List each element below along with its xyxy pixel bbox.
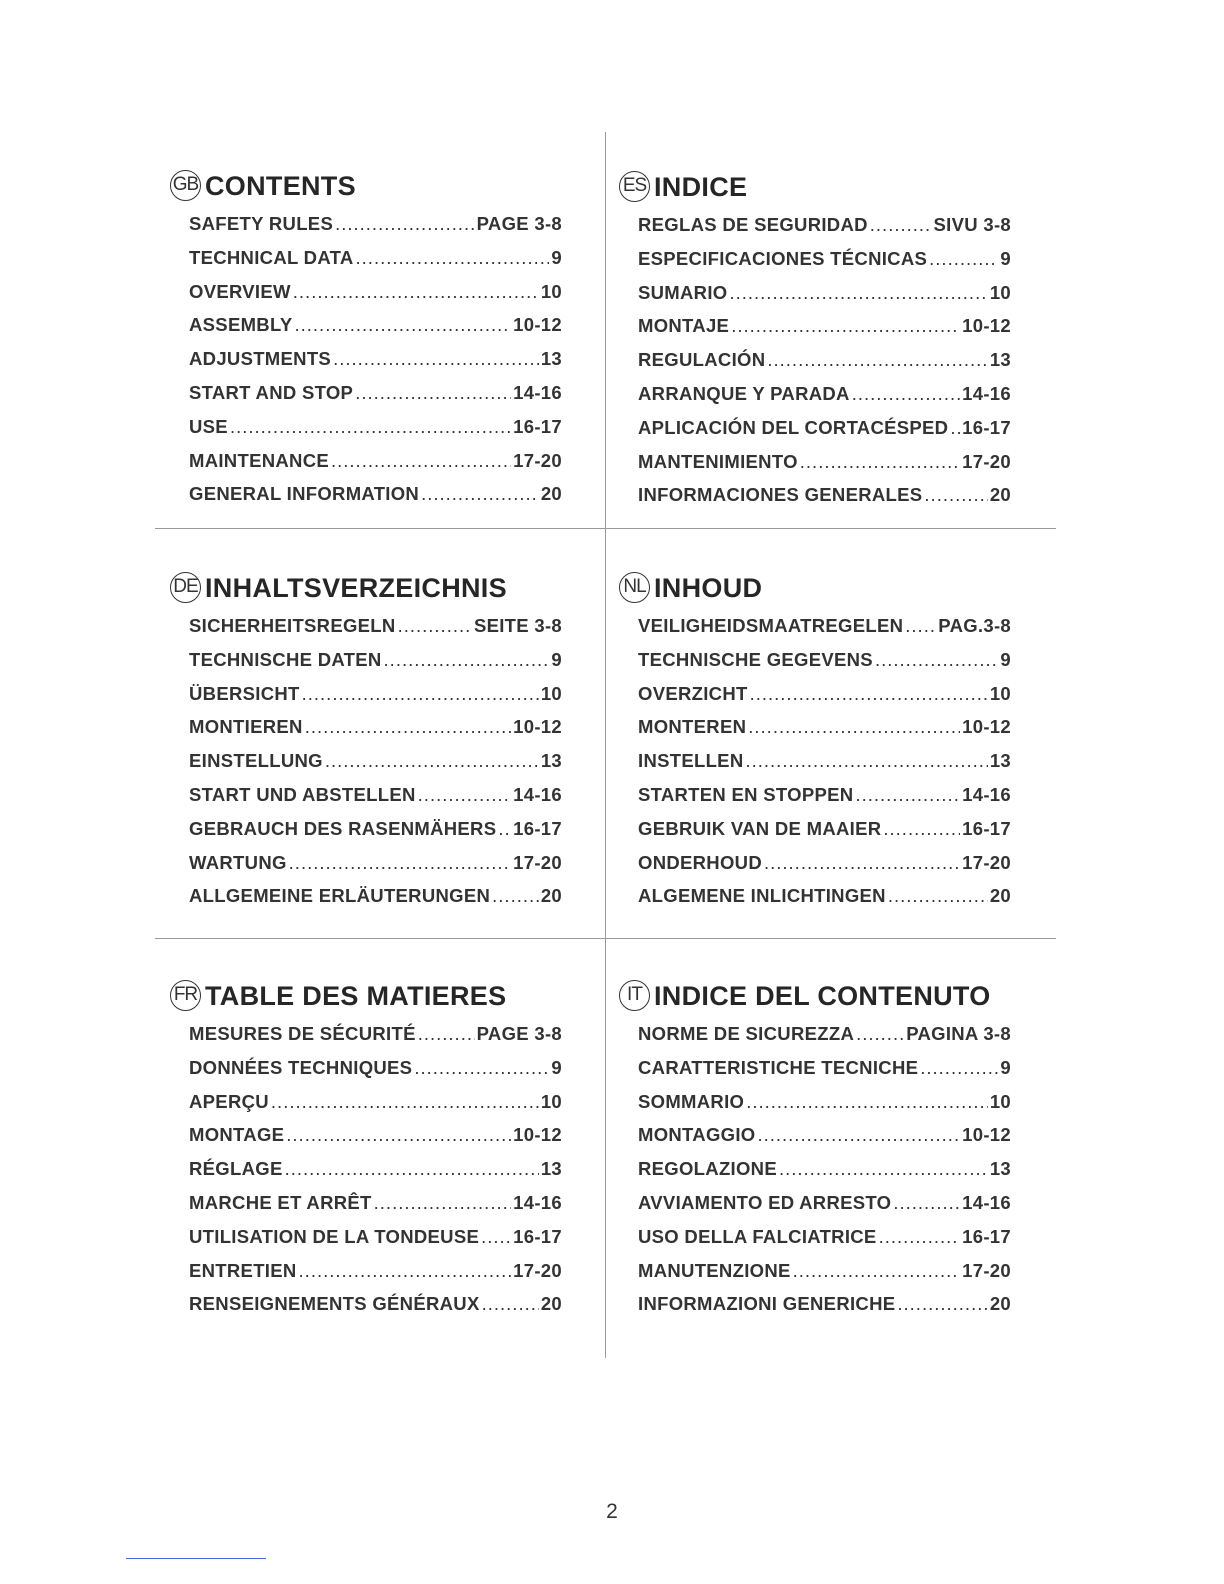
dot-leader [414, 1057, 549, 1079]
toc-list [189, 213, 562, 517]
toc-entry-page: 10-12 [962, 315, 1011, 337]
dot-leader [374, 1192, 512, 1214]
dot-leader [793, 1260, 961, 1282]
dot-leader [418, 1023, 475, 1045]
footer-link-underline [126, 1558, 266, 1559]
dot-leader [331, 450, 511, 472]
toc-entry-label: VEILIGHEIDSMAATREGELEN [638, 615, 904, 636]
dot-leader [302, 683, 539, 705]
toc-entry-page: 9 [1000, 247, 1011, 269]
toc-entry-page: 9 [551, 648, 562, 670]
toc-entry [638, 1293, 1011, 1327]
toc-entry [638, 1226, 1011, 1260]
toc-entry [189, 213, 562, 247]
toc-entry [189, 649, 562, 683]
toc-entry-page: 20 [989, 885, 1011, 907]
toc-entry-label: EINSTELLUNG [189, 750, 323, 772]
toc-entry-label: ENTRETIEN [189, 1259, 297, 1281]
toc-entry-page: PAGE 3-8 [476, 1023, 562, 1044]
toc-entry-page: 20 [540, 1293, 562, 1315]
toc-entry [638, 1023, 1011, 1057]
toc-entry-label: INFORMACIONES GENERALES [638, 484, 923, 506]
toc-entry-page: 13 [540, 348, 562, 370]
toc-entry-page: 13 [989, 750, 1011, 772]
toc-entry-label: RENSEIGNEMENTS GÉNÉRAUX [189, 1293, 480, 1315]
toc-entry-page: 14-16 [513, 381, 562, 403]
section-es [619, 170, 1011, 518]
toc-entry-page: 10 [540, 1090, 562, 1112]
toc-entry-label: ASSEMBLY [189, 314, 293, 336]
dot-leader [764, 852, 960, 874]
toc-entry-page: 10-12 [513, 314, 562, 336]
toc-entry-label: OVERVIEW [189, 280, 291, 302]
toc-entry-label: MONTAJE [638, 315, 730, 337]
toc-entry-page: 17-20 [962, 1259, 1011, 1281]
section-header [170, 979, 562, 1019]
column-divider [605, 132, 606, 1358]
toc-entry-page: 14-16 [962, 1191, 1011, 1213]
toc-entry [638, 1091, 1011, 1125]
toc-entry [189, 615, 562, 649]
toc-entry [638, 451, 1011, 485]
toc-entry-label: OVERZICHT [638, 682, 748, 704]
toc-list [638, 1023, 1011, 1327]
toc-entry [638, 214, 1011, 248]
toc-entry [638, 315, 1011, 349]
toc-entry-page: 16-17 [513, 415, 562, 437]
toc-entry [638, 615, 1011, 649]
toc-entry [638, 1124, 1011, 1158]
toc-entry-page: 17-20 [513, 449, 562, 471]
section-gb [170, 169, 562, 517]
toc-entry-label: UTILISATION DE LA TONDEUSE [189, 1225, 480, 1247]
toc-entry-page: 10 [540, 682, 562, 704]
toc-entry [638, 248, 1011, 282]
toc-list [638, 615, 1011, 919]
toc-entry-page: 16-17 [962, 1225, 1011, 1247]
toc-entry [189, 1023, 562, 1057]
dot-leader [767, 349, 987, 371]
section-header [619, 571, 1011, 611]
toc-entry [189, 1226, 562, 1260]
toc-entry-page: 17-20 [962, 450, 1011, 472]
toc-entry [189, 1293, 562, 1327]
dot-leader [745, 750, 987, 772]
toc-entry-label: SUMARIO [638, 281, 728, 303]
dot-leader [325, 750, 539, 772]
toc-entry [638, 349, 1011, 383]
toc-entry-page: 10 [989, 1090, 1011, 1112]
dot-leader [295, 314, 512, 336]
toc-entry-label: GEBRUIK VAN DE MAAIER [638, 817, 882, 839]
toc-entry-label: USE [189, 415, 228, 437]
toc-entry-label: MANTENIMIENTO [638, 450, 798, 472]
toc-entry [189, 382, 562, 416]
dot-leader [418, 784, 512, 806]
toc-entry-label: GEBRAUCH DES RASENMÄHERS [189, 817, 497, 839]
dot-leader [888, 885, 988, 907]
toc-entry-page: 16-17 [513, 1225, 562, 1247]
toc-entry-page: 10-12 [513, 716, 562, 738]
toc-entry [638, 1158, 1011, 1192]
toc-entry-page: 16-17 [962, 416, 1011, 438]
toc-entry-page: 13 [989, 1158, 1011, 1180]
toc-entry [638, 885, 1011, 919]
toc-entry-label: INSTELLEN [638, 750, 744, 772]
page-number: 2 [606, 1500, 618, 1523]
toc-entry [638, 484, 1011, 518]
section-title: TABLE DES MATIERES [205, 981, 507, 1011]
section-nl [619, 571, 1011, 919]
dot-leader [335, 213, 475, 235]
dot-leader [333, 348, 539, 370]
toc-entry-page: 20 [989, 484, 1011, 506]
toc-entry [638, 784, 1011, 818]
toc-entry [638, 750, 1011, 784]
toc-entry [189, 416, 562, 450]
toc-entry-label: REGLAS DE SEGURIDAD [638, 214, 868, 235]
toc-entry [189, 1091, 562, 1125]
toc-entry [189, 247, 562, 281]
toc-entry-page: 17-20 [513, 1259, 562, 1281]
toc-list [638, 214, 1011, 518]
section-title: CONTENTS [205, 171, 356, 201]
toc-entry-label: GENERAL INFORMATION [189, 483, 420, 505]
dot-leader [905, 615, 936, 637]
toc-entry-label: ONDERHOUD [638, 851, 762, 873]
toc-entry-page: 13 [989, 349, 1011, 371]
toc-entry-page: 10 [989, 281, 1011, 303]
toc-entry-label: MESURES DE SÉCURITÉ [189, 1023, 416, 1044]
dot-leader [285, 1158, 539, 1180]
toc-entry-page: 13 [540, 750, 562, 772]
dot-leader [875, 649, 998, 671]
dot-leader [800, 451, 960, 473]
toc-entry-label: WARTUNG [189, 851, 287, 873]
dot-leader [289, 852, 512, 874]
toc-list [189, 1023, 562, 1327]
toc-entry [638, 1057, 1011, 1091]
dot-leader [920, 1057, 998, 1079]
toc-entry-page: 14-16 [513, 783, 562, 805]
dot-leader [893, 1192, 960, 1214]
toc-entry [638, 818, 1011, 852]
dot-leader [870, 214, 932, 236]
toc-entry-label: SOMMARIO [638, 1090, 745, 1112]
toc-entry [189, 314, 562, 348]
section-header [619, 979, 1011, 1019]
dot-leader [883, 818, 960, 840]
toc-entry-page: PAGE 3-8 [476, 213, 562, 234]
dot-leader [748, 716, 960, 738]
toc-entry-page: 16-17 [962, 817, 1011, 839]
toc-list [189, 615, 562, 919]
toc-entry [189, 1192, 562, 1226]
dot-leader [779, 1158, 988, 1180]
toc-entry [189, 784, 562, 818]
toc-entry [189, 281, 562, 315]
section-it [619, 979, 1011, 1327]
toc-entry [189, 818, 562, 852]
toc-entry-page: PAGINA 3-8 [906, 1023, 1011, 1044]
dot-leader [729, 282, 987, 304]
section-title: INDICE DEL CONTENUTO [654, 981, 991, 1011]
toc-entry [638, 417, 1011, 451]
dot-leader [746, 1091, 988, 1113]
toc-entry-label: MONTAGE [189, 1124, 285, 1146]
dot-leader [482, 1293, 539, 1315]
dot-leader [299, 1260, 512, 1282]
dot-leader [421, 483, 539, 505]
toc-entry-label: TECHNICAL DATA [189, 246, 354, 268]
dot-leader [355, 382, 511, 404]
section-header [170, 571, 562, 611]
toc-entry [638, 1192, 1011, 1226]
toc-entry-label: NORME DE SICUREZZA [638, 1023, 855, 1044]
dot-leader [856, 1023, 904, 1045]
dot-leader [305, 716, 511, 738]
toc-entry-page: 20 [540, 483, 562, 505]
toc-entry-label: ADJUSTMENTS [189, 348, 332, 370]
toc-entry-label: TECHNISCHE GEGEVENS [638, 648, 873, 670]
dot-leader [356, 247, 550, 269]
toc-entry-label: APERÇU [189, 1090, 269, 1112]
toc-entry-page: 9 [551, 246, 562, 268]
language-badge: NL [619, 572, 650, 603]
language-badge: ES [619, 171, 650, 202]
toc-entry-label: INFORMAZIONI GENERICHE [638, 1293, 896, 1315]
toc-entry-page: SEITE 3-8 [473, 615, 562, 636]
section-title: INHOUD [654, 573, 763, 603]
toc-entry-label: APLICACIÓN DEL CORTACÉSPED [638, 416, 949, 438]
toc-entry [638, 1260, 1011, 1294]
dot-leader [924, 484, 987, 506]
toc-entry-page: 14-16 [962, 783, 1011, 805]
toc-entry-page: PAG.3-8 [938, 615, 1011, 636]
toc-entry-label: RÉGLAGE [189, 1158, 283, 1180]
dot-leader [492, 885, 539, 907]
toc-entry-label: MONTAGGIO [638, 1124, 756, 1146]
toc-entry-page: 14-16 [962, 382, 1011, 404]
section-title: INHALTSVERZEICHNIS [205, 573, 507, 603]
dot-leader [750, 683, 988, 705]
toc-entry [638, 852, 1011, 886]
toc-entry-label: MANUTENZIONE [638, 1259, 791, 1281]
toc-entry [189, 750, 562, 784]
toc-entry-page: 10 [989, 682, 1011, 704]
toc-entry-label: ÜBERSICHT [189, 682, 300, 704]
toc-entry-label: SICHERHEITSREGELN [189, 615, 396, 636]
toc-entry [189, 1158, 562, 1192]
toc-entry [189, 716, 562, 750]
language-badge: FR [170, 980, 201, 1011]
dot-leader [929, 248, 998, 270]
toc-entry-page: 10-12 [513, 1124, 562, 1146]
toc-entry-page: 16-17 [513, 817, 562, 839]
toc-entry-label: USO DELLA FALCIATRICE [638, 1225, 877, 1247]
language-badge: DE [170, 572, 201, 603]
toc-entry-label: MARCHE ET ARRÊT [189, 1191, 372, 1213]
toc-entry-page: 9 [551, 1056, 562, 1078]
dot-leader [286, 1124, 511, 1146]
toc-entry-page: 14-16 [513, 1191, 562, 1213]
toc-entry [189, 683, 562, 717]
toc-entry-page: 13 [540, 1158, 562, 1180]
toc-entry-page: SIVU 3-8 [933, 214, 1011, 235]
toc-entry [189, 450, 562, 484]
toc-entry-label: START UND ABSTELLEN [189, 783, 416, 805]
dot-leader [271, 1091, 539, 1113]
toc-entry-label: START AND STOP [189, 381, 354, 403]
row-divider-2 [155, 938, 1056, 939]
toc-entry-page: 20 [989, 1293, 1011, 1315]
toc-entry-label: MAINTENANCE [189, 449, 329, 471]
toc-entry-label: ESPECIFICACIONES TÉCNICAS [638, 247, 928, 269]
dot-leader [398, 615, 472, 637]
dot-leader [855, 784, 960, 806]
toc-entry [638, 282, 1011, 316]
toc-entry-label: MONTEREN [638, 716, 747, 738]
toc-entry-page: 10 [540, 280, 562, 302]
row-divider-1 [155, 528, 1056, 529]
toc-entry-label: ALLGEMEINE ERLÄUTERUNGEN [189, 885, 491, 907]
toc-entry [189, 348, 562, 382]
toc-entry-label: MONTIEREN [189, 716, 303, 738]
toc-entry-label: REGULACIÓN [638, 349, 766, 371]
section-de [170, 571, 562, 919]
toc-entry-page: 9 [1000, 1056, 1011, 1078]
toc-entry-page: 10-12 [962, 1124, 1011, 1146]
section-header [619, 170, 1011, 210]
toc-entry-page: 10-12 [962, 716, 1011, 738]
toc-entry [638, 716, 1011, 750]
dot-leader [498, 818, 511, 840]
dot-leader [293, 281, 539, 303]
dot-leader [731, 315, 960, 337]
section-header [170, 169, 562, 209]
toc-entry-label: AVVIAMENTO ED ARRESTO [638, 1191, 892, 1213]
dot-leader [950, 417, 960, 439]
toc-entry-label: REGOLAZIONE [638, 1158, 777, 1180]
toc-entry [189, 852, 562, 886]
toc-entry-label: STARTEN EN STOPPEN [638, 783, 854, 805]
toc-entry [189, 1260, 562, 1294]
dot-leader [481, 1226, 511, 1248]
toc-entry-page: 17-20 [962, 851, 1011, 873]
toc-entry [189, 1124, 562, 1158]
dot-leader [757, 1124, 960, 1146]
section-title: INDICE [654, 172, 748, 202]
toc-entry [189, 1057, 562, 1091]
toc-entry [189, 483, 562, 517]
toc-entry-page: 20 [540, 885, 562, 907]
dot-leader [384, 649, 550, 671]
toc-entry-label: TECHNISCHE DATEN [189, 648, 382, 670]
toc-entry-label: SAFETY RULES [189, 213, 334, 234]
dot-leader [230, 416, 511, 438]
language-badge: GB [170, 170, 201, 201]
language-badge: IT [619, 980, 650, 1011]
section-fr [170, 979, 562, 1327]
dot-leader [879, 1226, 961, 1248]
dot-leader [852, 383, 960, 405]
toc-entry-page: 9 [1000, 648, 1011, 670]
toc-entry-label: DONNÉES TECHNIQUES [189, 1056, 413, 1078]
toc-entry [638, 683, 1011, 717]
toc-entry-label: ARRANQUE Y PARADA [638, 382, 850, 404]
dot-leader [897, 1293, 987, 1315]
toc-entry-page: 17-20 [513, 851, 562, 873]
toc-entry [638, 383, 1011, 417]
toc-entry-label: CARATTERISTICHE TECNICHE [638, 1056, 919, 1078]
toc-entry [638, 649, 1011, 683]
toc-entry [189, 885, 562, 919]
toc-entry-label: ALGEMENE INLICHTINGEN [638, 885, 886, 907]
